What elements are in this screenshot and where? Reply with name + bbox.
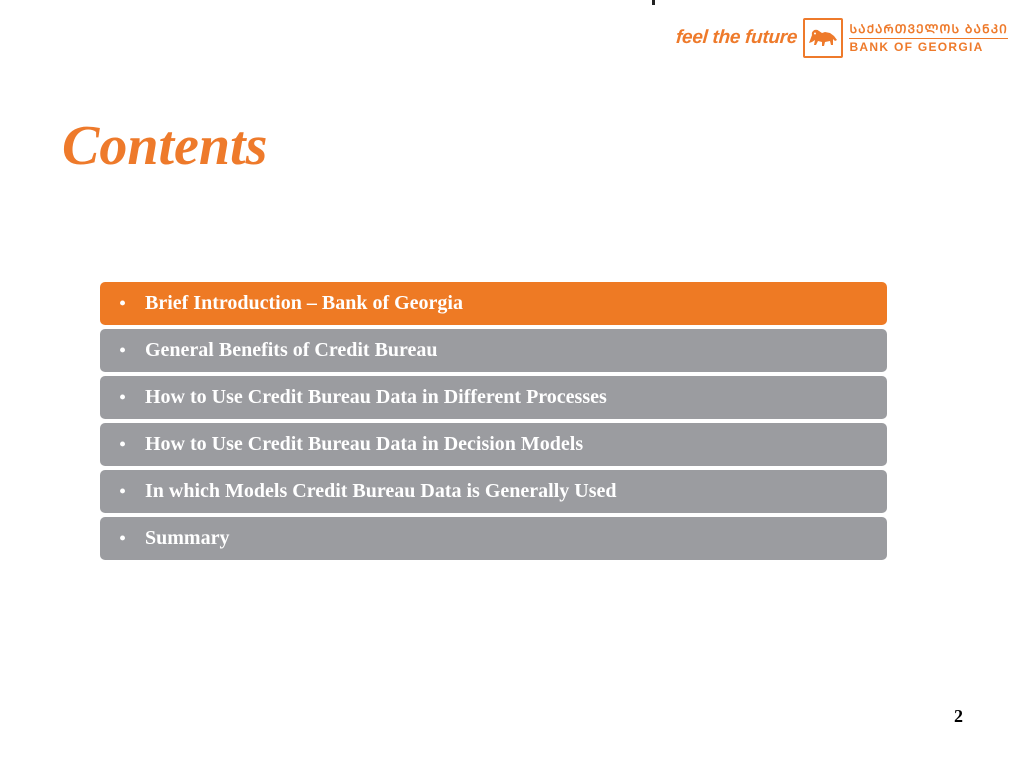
lion-emblem-icon xyxy=(803,18,843,58)
contents-item[interactable] xyxy=(100,282,887,325)
bullet-icon: • xyxy=(119,293,126,313)
contents-item-label: How to Use Credit Bureau Data in Different Processes xyxy=(145,386,607,408)
contents-item[interactable] xyxy=(100,423,887,466)
bullet-icon: • xyxy=(119,340,126,360)
contents-item-label: General Benefits of Credit Bureau xyxy=(145,339,438,361)
bullet-icon: • xyxy=(119,387,126,407)
contents-item-label: In which Models Credit Bureau Data is Generally Used xyxy=(145,480,617,502)
bank-name-english: BANK OF GEORGIA xyxy=(849,39,984,54)
contents-item[interactable] xyxy=(100,517,887,560)
contents-item[interactable] xyxy=(100,329,887,372)
contents-item-label: How to Use Credit Bureau Data in Decision Models xyxy=(145,433,584,455)
contents-item-label: Summary xyxy=(145,527,230,549)
bank-logo-wordmark xyxy=(849,22,1008,55)
slide-title: Contents xyxy=(62,115,268,177)
bullet-icon: • xyxy=(119,434,126,454)
page-number: 2 xyxy=(954,706,963,726)
contents-item[interactable] xyxy=(100,376,887,419)
bank-name-georgian: ᲡᲐᲥᲐᲠᲗᲕᲔᲚᲝᲡ ᲑᲐᲜᲙᲘ xyxy=(849,22,1008,39)
contents-item[interactable] xyxy=(100,470,887,513)
bullet-icon: • xyxy=(119,481,126,501)
contents-item-label: Brief Introduction – Bank of Georgia xyxy=(145,292,463,314)
corner-mark xyxy=(652,0,655,5)
brand-header xyxy=(676,14,1008,62)
tagline: feel the future xyxy=(675,27,799,48)
contents-list xyxy=(100,282,887,564)
bullet-icon: • xyxy=(119,528,126,548)
